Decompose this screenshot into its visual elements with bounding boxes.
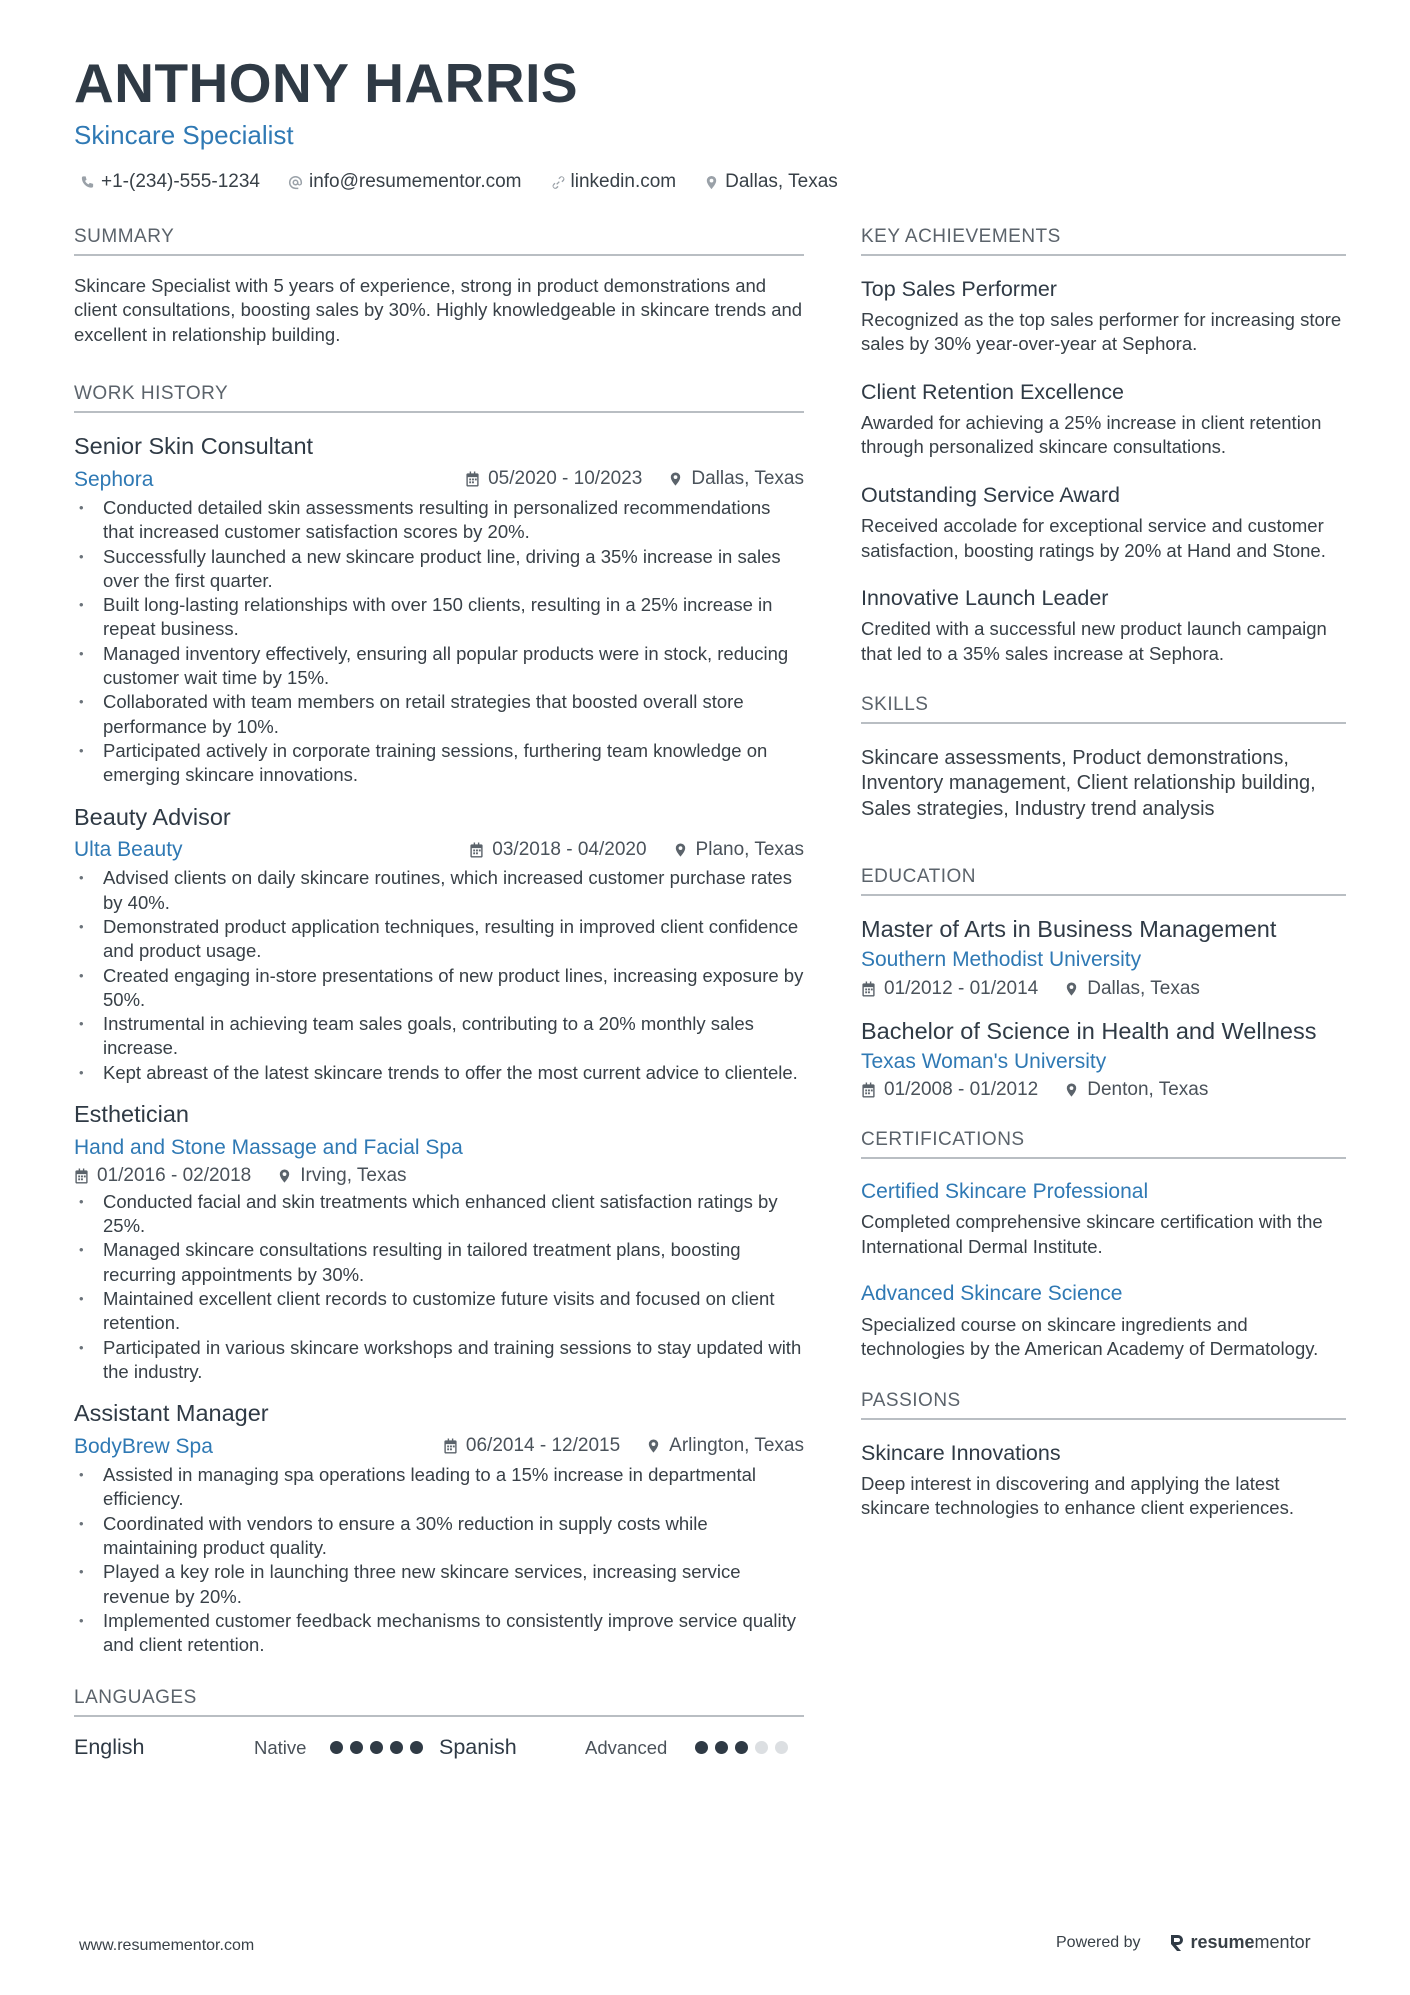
job-bullet: • Instrumental in achieving team sales goals, contributing to a 20% monthly sales increase.: [74, 1012, 804, 1061]
calendar-icon: [861, 1082, 876, 1098]
job-bullets: [74, 1190, 804, 1384]
certification-title: Certified Skincare Professional: [861, 1180, 1149, 1204]
achievement-item: [861, 274, 1346, 357]
calendar-icon: [443, 1438, 458, 1454]
job-bullet: • Managed inventory effectively, ensuring all popular products were in stock, reducing customer wait time by 15%.: [74, 642, 804, 691]
job-entry: [74, 1099, 804, 1384]
company-name: BodyBrew Spa: [74, 1434, 213, 1458]
job-location: Plano, Texas: [695, 838, 804, 860]
job-bullet: • Created engaging in-store presentations of new product lines, increasing exposure by 50%.: [74, 964, 804, 1013]
job-meta: [74, 1165, 804, 1187]
job-title: Esthetician: [74, 1101, 189, 1128]
degree-title: Master of Arts in Business Management: [861, 916, 1277, 943]
job-location: Irving, Texas: [300, 1164, 407, 1186]
passion-title: Skincare Innovations: [861, 1440, 1061, 1465]
language-item: [439, 1735, 804, 1760]
company-name: Sephora: [74, 467, 154, 491]
certification-title: Advanced Skincare Science: [861, 1282, 1123, 1306]
calendar-icon: [74, 1168, 89, 1184]
summary-text: Skincare Specialist with 5 years of experience, strong in product demonstrations and client consultations, boosting sales by 30%. Highly knowledgeable in skincare trends and excellent in relationship building.: [74, 274, 803, 345]
achievement-desc: Awarded for achieving a 25% increase in client retention through personalized skincare consultations.: [861, 411, 1322, 458]
achievement-item: [861, 480, 1346, 563]
footer-branding: [1056, 1932, 1311, 1953]
skills-heading: SKILLS: [861, 694, 1346, 724]
link-icon: [550, 175, 565, 190]
email-text: info@resumementor.com: [308, 171, 522, 192]
brand-logo[interactable]: [1169, 1932, 1311, 1953]
achievements-heading: KEY ACHIEVEMENTS: [861, 226, 1346, 256]
education-dates: 01/2012 - 01/2014: [884, 977, 1039, 999]
education-dates: 01/2008 - 01/2012: [884, 1079, 1039, 1101]
job-bullets: [74, 496, 804, 788]
certification-item: [861, 1177, 1346, 1259]
job-title: Beauty Advisor: [74, 803, 231, 830]
linkedin-text: linkedin.com: [570, 171, 677, 192]
job-bullet: • Implemented customer feedback mechanisms to consistently improve service quality and client retention.: [74, 1609, 804, 1658]
education-location: Dallas, Texas: [1087, 977, 1200, 999]
proficiency-dot-filled: [330, 1741, 343, 1754]
job-entry: [74, 431, 804, 787]
contact-email[interactable]: [288, 171, 522, 193]
job-meta: [74, 466, 804, 493]
education-heading: EDUCATION: [861, 866, 1346, 896]
powered-by-label: Powered by: [1056, 1933, 1141, 1951]
location-pin-icon: [704, 175, 719, 190]
proficiency-dot-filled: [350, 1741, 363, 1754]
job-bullet: • Demonstrated product application techniques, resulting in improved client confidence and product usage.: [74, 915, 804, 964]
brand-bold: resume: [1190, 1932, 1255, 1952]
achievement-item: [861, 377, 1346, 460]
location-pin-icon: [646, 1438, 661, 1454]
contact-bar: [80, 171, 838, 193]
left-column: [74, 226, 804, 1760]
achievement-desc: Credited with a successful new product launch campaign that led to a 35% sales increase at Sephora.: [861, 618, 1327, 664]
job-bullets: [74, 1463, 804, 1657]
location-text: Dallas, Texas: [725, 171, 838, 192]
proficiency-dots: [695, 1741, 788, 1754]
job-bullets: [74, 866, 804, 1085]
job-bullet: • Coordinated with vendors to ensure a 30% reduction in supply costs while maintaining product quality.: [74, 1512, 804, 1561]
job-bullet: • Successfully launched a new skincare product line, driving a 35% increase in sales over the first quarter.: [74, 545, 804, 594]
passions-heading: PASSIONS: [861, 1390, 1346, 1420]
certifications-heading: CERTIFICATIONS: [861, 1129, 1346, 1159]
job-location: Dallas, Texas: [691, 468, 804, 490]
languages-list: [74, 1735, 804, 1760]
location-pin-icon: [277, 1168, 292, 1184]
certification-desc: Specialized course on skincare ingredients and technologies by the American Academy of Dermatology.: [861, 1313, 1319, 1360]
job-bullet: • Kept abreast of the latest skincare trends to offer the most current advice to clientele.: [74, 1061, 804, 1085]
phone-text: +1-(234)-555-1234: [101, 171, 260, 192]
proficiency-dot-filled: [695, 1741, 708, 1754]
job-bullet: • Managed skincare consultations resulting in tailored treatment plans, boosting recurring appointments by 30%.: [74, 1238, 804, 1287]
resumementor-logo-icon: [1169, 1934, 1185, 1952]
achievement-title: Top Sales Performer: [861, 276, 1057, 301]
proficiency-dot-filled: [735, 1741, 748, 1754]
certification-item: [861, 1279, 1346, 1361]
at-icon: [288, 175, 303, 190]
job-meta: [74, 1433, 804, 1460]
footer-website[interactable]: www.resumementor.com: [79, 1937, 255, 1954]
education-item: [861, 1016, 1346, 1102]
school-name: Southern Methodist University: [861, 948, 1142, 972]
calendar-icon: [861, 981, 876, 997]
candidate-title: Skincare Specialist: [74, 120, 294, 150]
proficiency-dot-filled: [715, 1741, 728, 1754]
job-entry: [74, 1398, 804, 1657]
education-item: [861, 914, 1346, 1000]
job-title: Assistant Manager: [74, 1400, 269, 1427]
right-column: [861, 226, 1346, 1541]
location-pin-icon: [673, 842, 688, 858]
job-bullet: • Played a key role in launching three new skincare services, increasing service revenue by 20%.: [74, 1560, 804, 1609]
job-dates: 06/2014 - 12/2015: [465, 1435, 621, 1457]
job-entry: [74, 802, 804, 1086]
passion-desc: Deep interest in discovering and applying the latest skincare technologies to enhance client experiences.: [861, 1472, 1294, 1519]
language-name: English: [74, 1735, 145, 1760]
language-level: Advanced: [585, 1736, 668, 1758]
achievement-item: [861, 583, 1346, 666]
language-item: [74, 1735, 439, 1760]
summary-heading: SUMMARY: [74, 226, 804, 256]
job-meta: [74, 836, 804, 863]
job-bullet: • Conducted detailed skin assessments resulting in personalized recommendations that increased customer satisfaction scores by 20%.: [74, 496, 804, 545]
calendar-icon: [469, 842, 484, 858]
contact-phone[interactable]: [80, 171, 260, 193]
job-dates: 01/2016 - 02/2018: [97, 1164, 252, 1186]
proficiency-dot-filled: [390, 1741, 403, 1754]
achievement-title: Outstanding Service Award: [861, 482, 1120, 507]
proficiency-dot-filled: [370, 1741, 383, 1754]
proficiency-dot-filled: [410, 1741, 423, 1754]
degree-title: Bachelor of Science in Health and Wellness: [861, 1017, 1317, 1044]
job-bullet: • Conducted facial and skin treatments which enhanced client satisfaction ratings by 25%.: [74, 1190, 804, 1239]
achievement-desc: Recognized as the top sales performer for increasing store sales by 30% year-over-year at Sephora.: [861, 308, 1342, 355]
language-name: Spanish: [439, 1735, 517, 1760]
location-pin-icon: [668, 471, 683, 487]
achievement-title: Client Retention Excellence: [861, 379, 1124, 404]
education-location: Denton, Texas: [1087, 1079, 1209, 1101]
passion-item: [861, 1438, 1346, 1521]
contact-linkedin[interactable]: [550, 171, 677, 193]
proficiency-dots: [330, 1741, 423, 1754]
job-dates: 05/2020 - 10/2023: [488, 468, 643, 490]
job-bullet: • Participated in various skincare workshops and training sessions to stay updated with the industry.: [74, 1336, 804, 1385]
job-bullet: • Built long-lasting relationships with over 150 clients, resulting in a 25% increase in repeat business.: [74, 593, 804, 642]
calendar-icon: [465, 471, 480, 487]
proficiency-dot-empty: [755, 1741, 768, 1754]
proficiency-dot-empty: [775, 1741, 788, 1754]
school-name: Texas Woman's University: [861, 1049, 1107, 1073]
company-name: Ulta Beauty: [74, 838, 183, 862]
languages-heading: LANGUAGES: [74, 1687, 804, 1717]
skills-text: Skincare assessments, Product demonstrations, Inventory management, Client relationship building, Sales strategies, Industry trend analysis: [861, 746, 1316, 820]
job-bullet: • Collaborated with team members on retail strategies that boosted overall store performance by 10%.: [74, 690, 804, 739]
job-bullet: • Participated actively in corporate training sessions, furthering team knowledge on emerging skincare innovations.: [74, 739, 804, 788]
candidate-name: ANTHONY HARRIS: [74, 52, 579, 114]
job-title: Senior Skin Consultant: [74, 433, 314, 460]
job-bullet: • Advised clients on daily skincare routines, which increased customer purchase rates by 40%.: [74, 866, 804, 915]
certification-desc: Completed comprehensive skincare certification with the International Dermal Institute.: [861, 1211, 1323, 1257]
contact-location: [704, 171, 838, 193]
job-dates: 03/2018 - 04/2020: [492, 838, 647, 860]
achievement-title: Innovative Launch Leader: [861, 586, 1109, 611]
location-pin-icon: [1064, 1082, 1079, 1098]
work-history-heading: WORK HISTORY: [74, 383, 804, 413]
company-name: Hand and Stone Massage and Facial Spa: [74, 1135, 463, 1159]
phone-icon: [80, 175, 95, 190]
brand-rest: mentor: [1254, 1932, 1311, 1952]
location-pin-icon: [1064, 981, 1079, 997]
job-location: Arlington, Texas: [669, 1435, 804, 1457]
job-bullet: • Maintained excellent client records to customize future visits and focused on client retention.: [74, 1287, 804, 1336]
job-bullet: • Assisted in managing spa operations leading to a 15% increase in departmental efficiency.: [74, 1463, 804, 1512]
language-level: Native: [254, 1736, 307, 1758]
achievement-desc: Received accolade for exceptional service and customer satisfaction, boosting ratings by 20% at Hand and Stone.: [861, 515, 1326, 561]
